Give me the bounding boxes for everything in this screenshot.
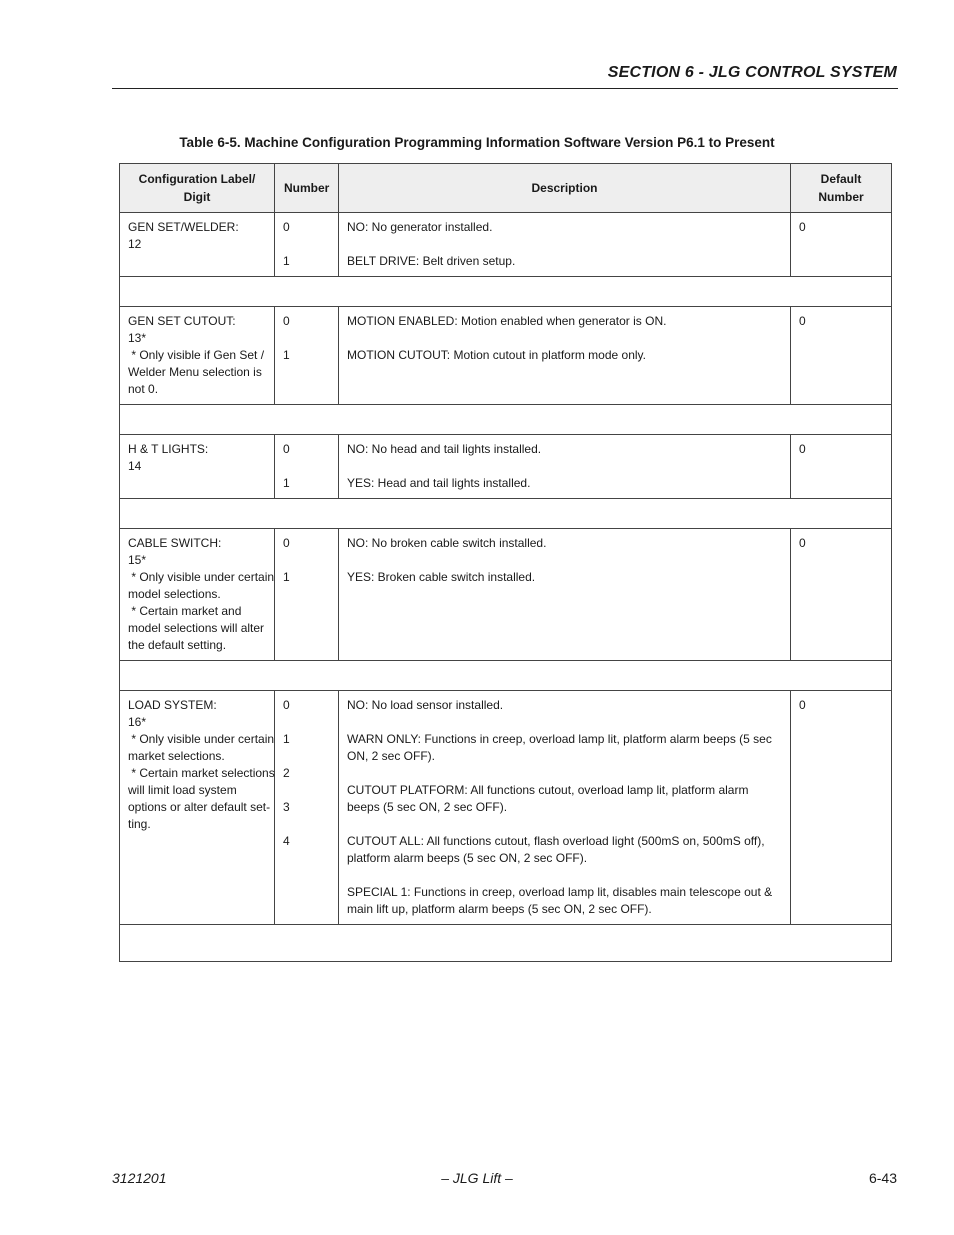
config-label-line: Welder Menu selection is bbox=[128, 365, 262, 379]
config-label-cell bbox=[120, 691, 275, 925]
number-value: 1 bbox=[283, 476, 290, 490]
config-label-line: 12 bbox=[128, 237, 142, 251]
default-number-cell: 0 bbox=[791, 529, 892, 661]
table-header-row bbox=[120, 164, 892, 213]
description-text: SPECIAL 1: Functions in creep, overload lamp lit, disables main telescope out & main lift up, platform alarm beeps (5 sec ON, 2 sec OFF). bbox=[347, 885, 773, 916]
number-value: 0 bbox=[283, 220, 290, 234]
table-row bbox=[120, 213, 892, 277]
description-text: BELT DRIVE: Belt driven setup. bbox=[347, 254, 516, 268]
config-label-line: market selections. bbox=[128, 749, 225, 763]
config-label-line: CABLE SWITCH: bbox=[128, 536, 222, 550]
section-title: SECTION 6 - JLG CONTROL SYSTEM bbox=[607, 64, 897, 81]
spacer-row bbox=[120, 499, 892, 529]
number-value: 1 bbox=[283, 732, 290, 746]
config-label-line: * Only visible under certain bbox=[128, 732, 275, 746]
default-number-cell: 0 bbox=[791, 213, 892, 277]
number-cell bbox=[275, 307, 339, 405]
config-label-line: 15* bbox=[128, 553, 147, 567]
config-label-line: not 0. bbox=[128, 382, 159, 396]
table-row bbox=[120, 691, 892, 925]
number-value: 3 bbox=[283, 800, 290, 814]
description-text: NO: No head and tail lights installed. bbox=[347, 442, 542, 456]
config-label-line: model selections. bbox=[128, 587, 221, 601]
config-label-line: * Only visible if Gen Set / bbox=[128, 348, 265, 362]
config-label-cell bbox=[120, 435, 275, 499]
config-label-line: GEN SET/WELDER: bbox=[128, 220, 239, 234]
number-value: 2 bbox=[283, 766, 290, 780]
footer-center: – JLG Lift – bbox=[441, 1170, 513, 1186]
config-label-line: * Only visible under certain bbox=[128, 570, 275, 584]
spacer-cell bbox=[120, 925, 892, 962]
number-value: 0 bbox=[283, 698, 290, 712]
description-text: NO: No generator installed. bbox=[347, 220, 493, 234]
description-text: WARN ONLY: Functions in creep, overload lamp lit, platform alarm beeps (5 sec ON, 2 sec OFF). bbox=[347, 732, 772, 763]
config-label-line: 16* bbox=[128, 715, 147, 729]
spacer-row bbox=[120, 277, 892, 307]
table-row bbox=[120, 435, 892, 499]
column-header-description: Description bbox=[339, 164, 791, 213]
spacer-cell bbox=[120, 277, 892, 307]
column-header-default: Default Number bbox=[791, 164, 892, 213]
footer-doc-number: 3121201 bbox=[112, 1170, 167, 1186]
number-value: 0 bbox=[283, 536, 290, 550]
config-label-line: H & T LIGHTS: bbox=[128, 442, 209, 456]
table-row bbox=[120, 529, 892, 661]
spacer-cell bbox=[120, 661, 892, 691]
column-header-label: Configuration Label/ Digit bbox=[120, 164, 275, 213]
config-label-line: options or alter default set- bbox=[128, 800, 271, 814]
description-text: CUTOUT PLATFORM: All functions cutout, overload lamp lit, platform alarm beeps (5 sec ON, 2 sec OFF). bbox=[347, 783, 749, 814]
description-cell bbox=[339, 307, 791, 405]
number-cell bbox=[275, 213, 339, 277]
config-label-line: LOAD SYSTEM: bbox=[128, 698, 217, 712]
config-label-line: model selections will alter bbox=[128, 621, 265, 635]
description-text: YES: Head and tail lights installed. bbox=[347, 476, 531, 490]
config-label-line: * Certain market and bbox=[128, 604, 242, 618]
number-cell bbox=[275, 529, 339, 661]
config-label-line: 13* bbox=[128, 331, 147, 345]
number-cell bbox=[275, 435, 339, 499]
description-text: MOTION ENABLED: Motion enabled when generator is ON. bbox=[347, 314, 667, 328]
config-label-line: the default setting. bbox=[128, 638, 227, 652]
config-label-line: will limit load system bbox=[128, 783, 237, 797]
column-header-number: Number bbox=[275, 164, 339, 213]
config-label-line: GEN SET CUTOUT: bbox=[128, 314, 236, 328]
spacer-cell bbox=[120, 405, 892, 435]
number-value: 0 bbox=[283, 314, 290, 328]
number-value: 0 bbox=[283, 442, 290, 456]
number-value: 1 bbox=[283, 348, 290, 362]
default-number-cell: 0 bbox=[791, 691, 892, 925]
table-caption: Table 6-5. Machine Configuration Programming Information Software Version P6.1 to Present bbox=[179, 135, 775, 150]
config-table bbox=[119, 163, 892, 962]
number-value: 1 bbox=[283, 254, 290, 268]
number-cell bbox=[275, 691, 339, 925]
config-label-line: 14 bbox=[128, 459, 142, 473]
config-label-cell bbox=[120, 213, 275, 277]
description-cell bbox=[339, 435, 791, 499]
description-cell bbox=[339, 529, 791, 661]
config-label-line: ting. bbox=[128, 817, 151, 831]
description-text: MOTION CUTOUT: Motion cutout in platform mode only. bbox=[347, 348, 646, 362]
description-text: CUTOUT ALL: All functions cutout, flash overload light (500mS on, 500mS off), platform alarm beeps (5 sec ON, 2 sec OFF). bbox=[347, 834, 765, 865]
table-row bbox=[120, 307, 892, 405]
description-text: YES: Broken cable switch installed. bbox=[347, 570, 536, 584]
description-text: NO: No load sensor installed. bbox=[347, 698, 504, 712]
number-value: 1 bbox=[283, 570, 290, 584]
spacer-cell bbox=[120, 499, 892, 529]
header-rule bbox=[112, 88, 898, 89]
default-number-cell: 0 bbox=[791, 307, 892, 405]
config-label-cell bbox=[120, 307, 275, 405]
table-body bbox=[120, 213, 892, 962]
config-label-line: * Certain market selections bbox=[128, 766, 275, 780]
spacer-row bbox=[120, 661, 892, 691]
footer-page-number: 6-43 bbox=[868, 1170, 897, 1186]
description-text: NO: No broken cable switch installed. bbox=[347, 536, 547, 550]
description-cell bbox=[339, 213, 791, 277]
spacer-row bbox=[120, 925, 892, 962]
default-number-cell: 0 bbox=[791, 435, 892, 499]
description-cell bbox=[339, 691, 791, 925]
number-value: 4 bbox=[283, 834, 290, 848]
config-label-cell bbox=[120, 529, 275, 661]
spacer-row bbox=[120, 405, 892, 435]
